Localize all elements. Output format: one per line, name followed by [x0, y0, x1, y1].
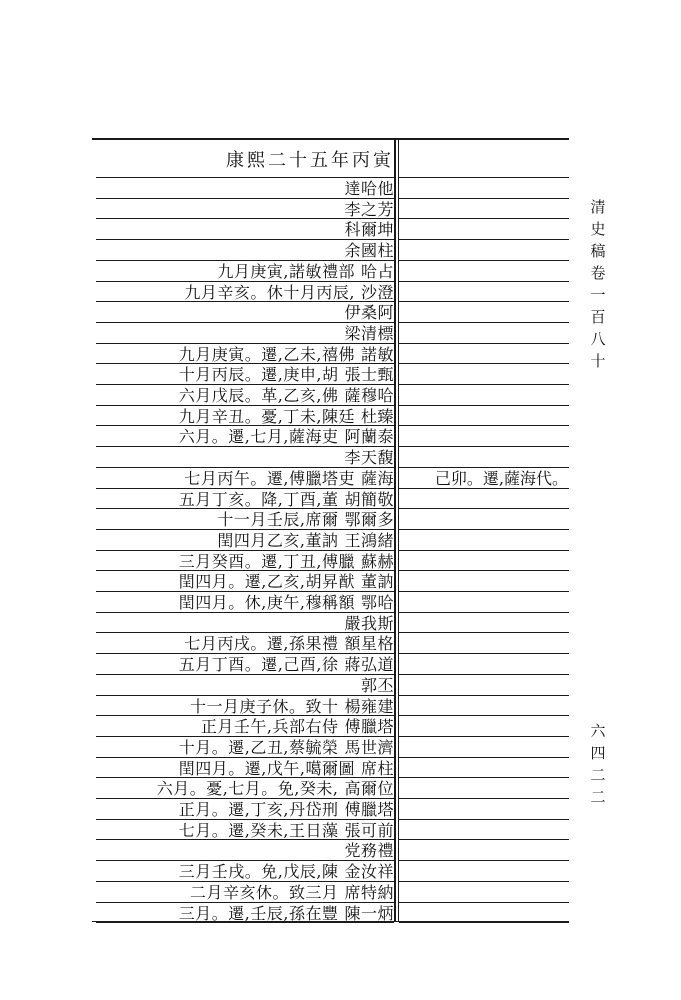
- row-names: 蘇赫: [360, 552, 394, 571]
- top-rule: [92, 138, 569, 140]
- table-row: [96, 344, 394, 366]
- table-row: [96, 613, 394, 635]
- running-title: 清史稿卷一百八十: [590, 198, 606, 370]
- row-names: 陳一炳: [344, 904, 394, 923]
- table-row: [96, 406, 394, 428]
- table-row: [96, 509, 394, 531]
- table-row: [96, 489, 394, 511]
- row-names: 余國柱: [344, 241, 394, 260]
- row-names: 張士甄: [344, 365, 394, 384]
- table-row: [96, 219, 394, 241]
- row-text: 正月壬午,兵部右侍: [200, 717, 339, 736]
- note-rule: [399, 198, 569, 199]
- table-row: [96, 861, 394, 883]
- note-rule: [399, 881, 569, 882]
- row-text: 七月丙午。遷,傅臘塔吏: [184, 469, 355, 488]
- table-row: [96, 799, 394, 821]
- row-text: 六月。憂,七月。免,癸未,: [156, 779, 339, 798]
- row-text: 十一月壬辰,席爾: [217, 510, 339, 529]
- table-row: [96, 530, 394, 552]
- note-rule: [399, 736, 569, 737]
- table-row: [96, 282, 394, 304]
- row-names: 王鴻緒: [344, 531, 394, 550]
- table-row: [96, 571, 394, 593]
- note-rule: [399, 508, 569, 509]
- divider-line-inner: [398, 138, 399, 922]
- note-rule: [399, 632, 569, 633]
- note-rule: [399, 177, 569, 178]
- table-row: [96, 261, 394, 283]
- row-text: 三月癸酉。遷,丁丑,傅臘: [178, 552, 355, 571]
- row-names: 馬世濟: [344, 738, 394, 757]
- row-names: 達哈他: [344, 179, 394, 198]
- table-row: [96, 447, 394, 469]
- row-names: 科爾坤: [344, 220, 394, 239]
- row-text: 正月。遷,丁亥,丹岱刑: [178, 800, 339, 819]
- page-title: 康熙二十五年丙寅: [226, 150, 394, 171]
- row-names: 鄂爾多: [344, 510, 394, 529]
- row-names: 郭丕: [360, 676, 394, 695]
- table-row: [96, 778, 394, 800]
- row-names: 董訥: [360, 572, 394, 591]
- row-text: 七月。遷,癸未,王日藻: [178, 821, 339, 840]
- row-names: 沙澄: [360, 283, 394, 302]
- note-rule: [399, 384, 569, 385]
- row-text: 閏四月。休,庚午,穆稱額: [178, 593, 355, 612]
- divider-line-outer: [394, 138, 396, 922]
- note-rule: [399, 301, 569, 302]
- row-text: 六月戊辰。革,乙亥,佛: [178, 386, 339, 405]
- row-names: 傅臘塔: [344, 800, 394, 819]
- row-names: 席特納: [344, 883, 394, 902]
- row-text: 閏四月乙亥,董訥: [217, 531, 339, 550]
- row-note: 己卯。遷,薩海代。: [434, 469, 568, 488]
- note-rule: [399, 550, 569, 551]
- note-rule: [399, 446, 569, 447]
- row-names: 梁清標: [344, 324, 394, 343]
- row-names: 鄂哈: [360, 593, 394, 612]
- note-rule: [399, 260, 569, 261]
- note-rule: [399, 653, 569, 654]
- row-text: 三月。遷,壬辰,孫在豐: [178, 904, 339, 923]
- row-text: 十一月庚子休。致十: [189, 697, 339, 716]
- table-row: [96, 199, 394, 221]
- table-row: [96, 385, 394, 407]
- row-text: 十月。遷,乙丑,蔡毓榮: [178, 738, 339, 757]
- row-text: 五月丁亥。降,丁酉,董: [178, 490, 339, 509]
- row-text: 七月丙戌。遷,孫果禮: [184, 634, 339, 653]
- row-names: 高爾位: [344, 779, 394, 798]
- note-rule: [399, 281, 569, 282]
- row-names: 蔣弘道: [344, 655, 394, 674]
- note-rule: [399, 529, 569, 530]
- note-rule: [399, 343, 569, 344]
- row-text: 五月丁酉。遷,己酉,徐: [178, 655, 339, 674]
- note-rule: [399, 612, 569, 613]
- row-names: 李天馥: [344, 448, 394, 467]
- row-text: 九月辛丑。憂,丁未,陳廷: [178, 407, 355, 426]
- note-rule: [399, 715, 569, 716]
- note-rule: [399, 425, 569, 426]
- table-row: [96, 820, 394, 842]
- note-rule: [399, 218, 569, 219]
- table-row: [96, 302, 394, 324]
- row-names: 薩穆哈: [344, 386, 394, 405]
- row-names: 諾敏: [360, 345, 394, 364]
- table-row: [96, 903, 394, 925]
- note-rule: [399, 591, 569, 592]
- row-text: 九月辛亥。休十月丙辰,: [184, 283, 355, 302]
- row-names: 嚴我斯: [344, 614, 394, 633]
- note-rule: [399, 570, 569, 571]
- table-row: [96, 840, 394, 862]
- note-rule: [399, 674, 569, 675]
- row-names: 張可前: [344, 821, 394, 840]
- row-text: 九月庚寅。遷,乙未,禧佛: [178, 345, 355, 364]
- note-rule: [399, 798, 569, 799]
- row-names: 党務禮: [344, 841, 394, 860]
- row-names: 胡簡敬: [344, 490, 394, 509]
- row-text: 三月壬戌。免,戊辰,陳: [178, 862, 339, 881]
- row-names: 伊桑阿: [344, 303, 394, 322]
- row-names: 哈占: [360, 262, 394, 281]
- table-row: [96, 364, 394, 386]
- note-rule: [399, 839, 569, 840]
- row-names: 傅臘塔: [344, 717, 394, 736]
- table-row: [96, 882, 394, 904]
- note-rule: [399, 819, 569, 820]
- page-number: 六四二二: [590, 722, 606, 806]
- note-rule: [399, 405, 569, 406]
- row-names: 金汝祥: [344, 862, 394, 881]
- note-rule: [399, 239, 569, 240]
- table-row: [96, 696, 394, 718]
- note-rule: [399, 322, 569, 323]
- row-text: 六月。遷,七月,薩海吏: [178, 427, 339, 446]
- row-names: 楊雍建: [344, 697, 394, 716]
- note-rule: [399, 757, 569, 758]
- table-row: [96, 178, 394, 200]
- row-names: 席柱: [360, 759, 394, 778]
- table-row: [96, 737, 394, 759]
- table-row: [96, 323, 394, 345]
- table-row: [96, 633, 394, 655]
- note-rule: [399, 860, 569, 861]
- table-row: [96, 240, 394, 262]
- row-names: 薩海: [360, 469, 394, 488]
- note-rule: [399, 922, 569, 923]
- row-text: 二月辛亥休。致三月: [189, 883, 339, 902]
- row-names: 李之芳: [344, 200, 394, 219]
- row-text: 閏四月。遷,乙亥,胡昇猷: [178, 572, 355, 591]
- row-text: 閏四月。遷,戊午,噶爾圖: [178, 759, 355, 778]
- table-row: [96, 675, 394, 697]
- row-names: 額星格: [344, 634, 394, 653]
- note-rule: [399, 363, 569, 364]
- table-row: [96, 758, 394, 780]
- table-row: [96, 468, 394, 490]
- table-row: [96, 426, 394, 448]
- table-row: [96, 716, 394, 738]
- table-row: [96, 592, 394, 614]
- note-rule: [399, 902, 569, 903]
- table-row: [96, 654, 394, 676]
- row-names: 杜臻: [360, 407, 394, 426]
- note-rule: [399, 777, 569, 778]
- table-row: [96, 551, 394, 573]
- row-names: 阿蘭泰: [344, 427, 394, 446]
- note-rule: [399, 695, 569, 696]
- row-text: 九月庚寅,諾敏禮部: [217, 262, 355, 281]
- row-text: 十月丙辰。遷,庚申,胡: [178, 365, 339, 384]
